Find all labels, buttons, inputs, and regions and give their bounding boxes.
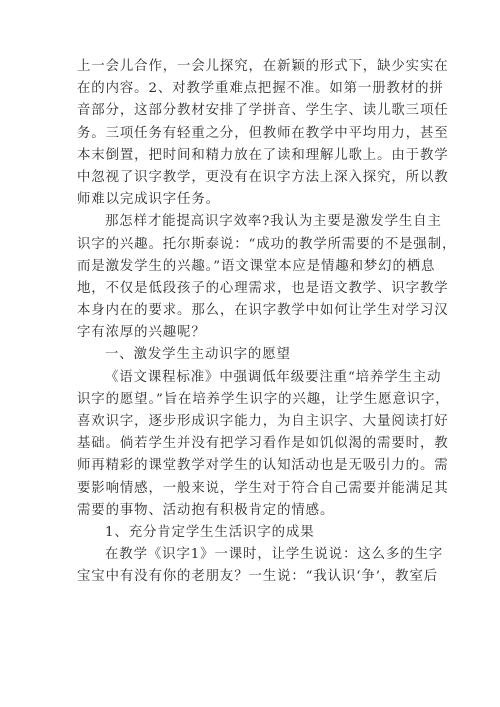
text-line: 宝宝中有没有你的老朋友？一生说：“我认识‘争’，教室后 [77, 569, 439, 585]
text-line: 师难以完成识字任务。 [77, 192, 220, 208]
text-line: 师再精彩的课堂教学对学生的认知活动也是无吸引力的。需 [77, 458, 449, 474]
text-line: 而是激发学生的兴趣。”语文课堂本应是情趣和梦幻的栖息 [77, 258, 436, 274]
text-line: 本末倒置，把时间和精力放在了读和理解儿歌上。由于教学 [77, 147, 449, 163]
text-line: 识字的愿望。”旨在培养学生识字的兴趣，让学生愿意识字， [77, 391, 450, 407]
paragraph-start-line: 《语文课程标准》中强调低年级要注重“培养学生主动 [105, 369, 442, 385]
subsection-heading: 1、充分肯定学生生活识字的成果 [105, 524, 315, 540]
text-line: 音部分，这部分教材安排了学拼音、学生字、读儿歌三项任 [77, 103, 449, 119]
text-line: 喜欢识字，逐步形成识字能力，为自主识字、大量阅读打好 [77, 414, 449, 429]
text-line: 字有浓厚的兴趣呢？ [77, 325, 206, 341]
text-line: 基础。倘若学生并没有把学习看作是如饥似渴的需要时，教 [77, 436, 449, 452]
text-line: 务。三项任务有轻重之分，但教师在教学中平均用力，甚至 [77, 125, 449, 141]
paragraph-start-line: 在教学《识字1》一课时，让学生说说：这么多的生字 [105, 547, 444, 563]
text-line: 在的内容。2、对教学重难点把握不准。如第一册教材的拼 [77, 81, 444, 97]
section-heading: 一、激发学生主动识字的愿望 [105, 347, 291, 363]
paragraph-start-line: 那怎样才能提高识字效率?我认为主要是激发学生自主 [105, 214, 442, 230]
text-line: 本身内在的要求。那么，在识字教学中如何让学生对学习汉 [77, 303, 449, 319]
text-line: 上一会儿合作，一会儿探究，在新颖的形式下，缺少实实在 [77, 59, 449, 74]
text-line: 中忽视了识字教学，更没有在识字方法上深入探究，所以教 [77, 169, 449, 185]
text-line: 需要的事物、活动抱有积极肯定的情感。 [77, 502, 335, 518]
text-line: 识字的兴趣。托尔斯泰说：“成功的教学所需要的不是强制， [77, 236, 457, 252]
text-line: 要影响情感，一般来说，学生对于符合自己需要并能满足其 [77, 480, 449, 496]
text-line: 地，不仅是低段孩子的心理需求，也是语文教学、识字教学 [77, 280, 449, 296]
document-body [77, 56, 457, 589]
